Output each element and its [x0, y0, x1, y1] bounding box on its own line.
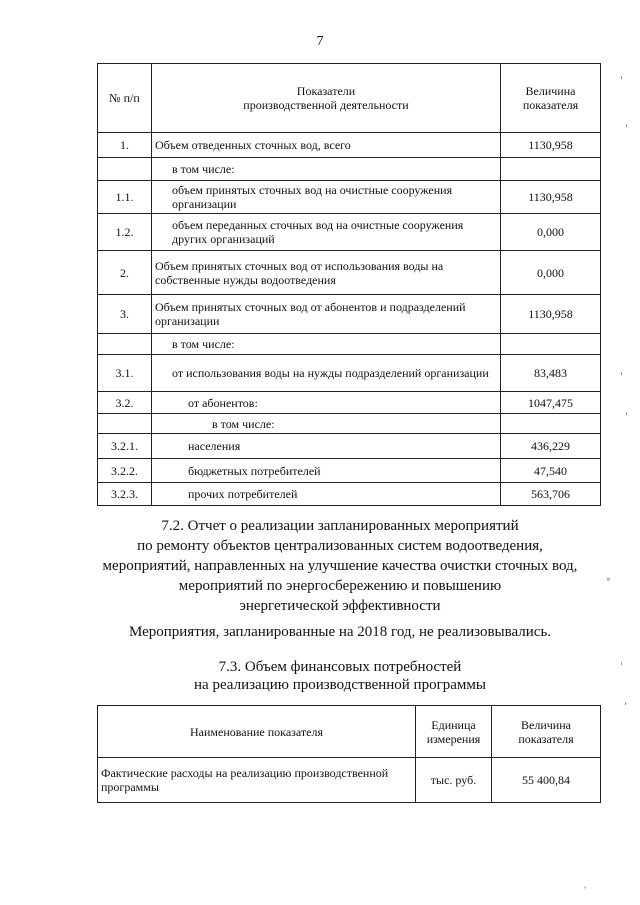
row-name: населения: [152, 434, 501, 459]
row-value: [501, 158, 601, 181]
row-name: объем принятых сточных вод на очистные сооружения организации: [152, 181, 501, 214]
row-value: 436,229: [501, 434, 601, 459]
row-value: 0,000: [501, 251, 601, 295]
header-value: [501, 64, 601, 133]
header-indicator-line2: производственной деятельности: [243, 98, 409, 112]
scan-speck: ,: [625, 406, 629, 417]
row-name: в том числе:: [152, 414, 501, 434]
row-name: от абонентов:: [152, 392, 501, 414]
table-row: [98, 295, 601, 334]
header-indicator: [152, 64, 501, 133]
header-value-line1: Величина: [521, 717, 571, 732]
section-7-2-note: Мероприятия, запланированные на 2018 год, не реализовывались.: [128, 624, 552, 640]
row-value: 0,000: [501, 214, 601, 251]
scan-speck: ˏ: [582, 878, 587, 889]
row-value: [501, 334, 601, 355]
row-unit: тыс. руб.: [416, 758, 492, 803]
table-row: [98, 459, 601, 483]
row-value: 563,706: [501, 483, 601, 506]
section-7-2-line: мероприятий по энергосбережению и повышению: [178, 578, 502, 594]
row-num: [98, 334, 152, 355]
header-value-line2: показателя: [522, 98, 579, 112]
row-num: 3.2.: [98, 392, 152, 414]
row-name: в том числе:: [152, 158, 501, 181]
table-row: [98, 181, 601, 214]
row-value: 1130,958: [501, 133, 601, 158]
row-name: от использования воды на нужды подразделений организации: [152, 355, 501, 392]
header-value: [492, 706, 601, 758]
scan-speck: ˈ: [620, 662, 623, 673]
row-name: Объем отведенных сточных вод, всего: [152, 133, 501, 158]
table-header-row: [98, 64, 601, 133]
header-value-line2: показателя: [518, 731, 574, 746]
table-row: [98, 355, 601, 392]
section-7-2-line: энергетической эффективности: [239, 598, 441, 614]
row-num: [98, 158, 152, 181]
table-row: [98, 434, 601, 459]
scan-speck: ˈ: [620, 372, 623, 383]
row-num: 2.: [98, 251, 152, 295]
header-num: № п/п: [98, 64, 152, 133]
row-num: 3.: [98, 295, 152, 334]
row-name: Фактические расходы на реализацию производственной программы: [98, 758, 416, 803]
table-header-row: [98, 706, 601, 758]
table-row: [98, 758, 601, 803]
row-num: 1.1.: [98, 181, 152, 214]
row-name: бюджетных потребителей: [152, 459, 501, 483]
section-7-2-heading: [0, 516, 640, 616]
row-name: Объем принятых сточных вод от использования воды на собственные нужды водоотведения: [152, 251, 501, 295]
row-value: [501, 414, 601, 434]
table-row: [98, 133, 601, 158]
row-value: 1047,475: [501, 392, 601, 414]
row-name: Объем принятых сточных вод от абонентов и подразделений организации: [152, 295, 501, 334]
header-indicator-line1: Показатели: [296, 84, 356, 98]
scan-speck: ,: [624, 696, 628, 707]
scan-speck: ˈ: [620, 76, 623, 87]
section-7-3-line: на реализацию производственной программы: [194, 677, 486, 693]
row-value: 1130,958: [501, 295, 601, 334]
header-unit: [416, 706, 492, 758]
wastewater-indicators-table: [97, 63, 601, 506]
scan-speck: ,: [625, 118, 629, 129]
header-unit-line2: измерения: [426, 731, 481, 746]
table-row: [98, 214, 601, 251]
section-7-2-line: 7.2. Отчет о реализации запланированных мероприятий: [161, 518, 519, 534]
row-value: 55 400,84: [492, 758, 601, 803]
row-name: объем переданных сточных вод на очистные сооружения других организаций: [152, 214, 501, 251]
header-name: Наименование показателя: [98, 706, 416, 758]
row-num: 3.1.: [98, 355, 152, 392]
row-num: 1.2.: [98, 214, 152, 251]
row-value: 47,540: [501, 459, 601, 483]
section-7-3-line: 7.3. Объем финансовых потребностей: [218, 659, 462, 675]
row-num: 1.: [98, 133, 152, 158]
financial-needs-table: [97, 705, 601, 803]
table-row: [98, 414, 601, 434]
row-num: 3.2.2.: [98, 459, 152, 483]
section-7-2-line: мероприятий, направленных на улучшение качества очистки сточных вод,: [102, 558, 578, 574]
header-unit-line1: Единица: [431, 717, 476, 732]
page-number: 7: [316, 34, 324, 49]
row-num: 3.2.3.: [98, 483, 152, 506]
table-row: [98, 158, 601, 181]
table-row: [98, 334, 601, 355]
header-value-line1: Величина: [525, 84, 576, 98]
section-7-3-heading: [0, 658, 640, 694]
row-num: 3.2.1.: [98, 434, 152, 459]
table-row: [98, 483, 601, 506]
row-name: в том числе:: [152, 334, 501, 355]
scan-speck: ˳: [606, 570, 611, 581]
table-row: [98, 392, 601, 414]
table-row: [98, 251, 601, 295]
row-value: 1130,958: [501, 181, 601, 214]
row-value: 83,483: [501, 355, 601, 392]
section-7-2-line: по ремонту объектов централизованных систем водоотведения,: [137, 538, 543, 554]
row-num: [98, 414, 152, 434]
row-name: прочих потребителей: [152, 483, 501, 506]
